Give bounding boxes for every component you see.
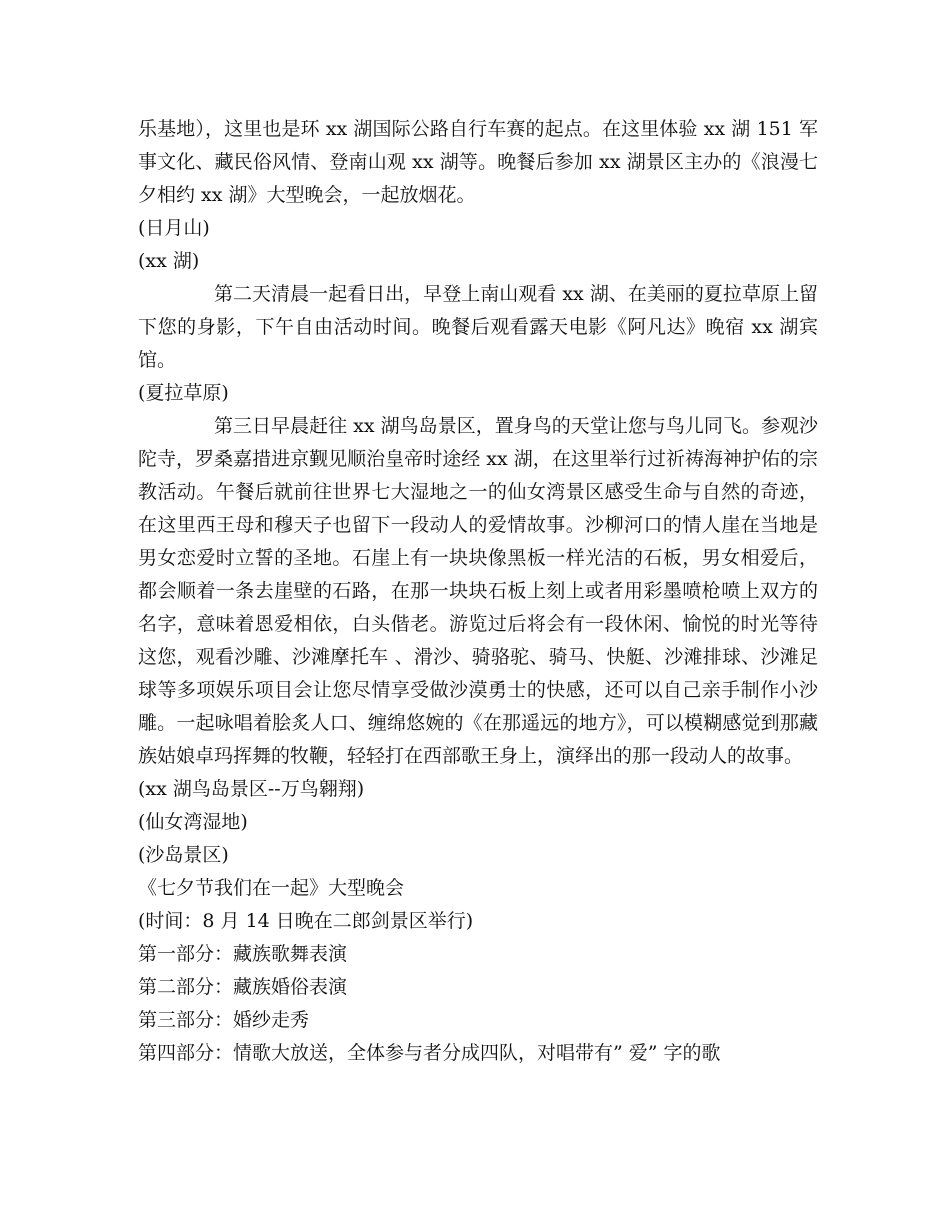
event-time: (时间：8 月 14 日晚在二郎剑景区举行) bbox=[138, 910, 474, 932]
program-part-one: 第一部分：藏族歌舞表演 bbox=[138, 943, 348, 965]
caption-sand-island: (沙岛景区) bbox=[138, 844, 229, 866]
paragraph-day-two: 第二天清晨一起看日出，早登上南山观看 xx 湖、在美丽的夏拉草原上留下您的身影，下午自由活动时间。晚餐后观看露天电影《阿凡达》晚宿 xx 湖宾馆。 bbox=[138, 283, 818, 371]
paragraph-day-three: 第三日早晨赶往 xx 湖鸟岛景区，置身鸟的天堂让您与鸟儿同飞。参观沙陀寺，罗桑嘉措进京觐见顺治皇帝时途经 xx 湖，在这里举行过祈祷海神护佑的宗教活动。午餐后就前往世界七大湿地之一的仙女湾景区感受生命与自然的奇迹，在这里西王母和穆天子也留下一段动人的爱情故事。沙柳河口的情人崖在当地是男女恋爱时立誓的圣地。石崖上有一块块像黑板一样光洁的石板，男女相爱后，都会顺着一条去崖壁的石路，在那一块块石板上刻上或者用彩墨喷枪喷上双方的名字，意味着恩爱相依，白头偕老。游览过后将会有一段休闲、愉悦的时光等待这您，观看沙雕、沙滩摩托车 、滑沙、骑骆驼、骑马、快艇、沙滩排球、沙滩足球等多项娱乐项目会让您尽情享受做沙漠勇士的快感，还可以自己亲手制作小沙雕。一起咏唱着脍炙人口、缠绵悠婉的《在那遥远的地方》，可以模糊感觉到那藏族姑娘卓玛挥舞的牧鞭，轻轻打在西部歌王身上，演绎出的那一段动人的故事。 bbox=[138, 415, 818, 767]
caption-fairy-bay: (仙女湾湿地) bbox=[138, 811, 248, 833]
caption-xx-lake: (xx 湖) bbox=[138, 250, 200, 272]
document-body bbox=[138, 113, 818, 1070]
program-part-four: 第四部分：情歌大放送，全体参与者分成四队，对唱带有” 爱” 字的歌 bbox=[138, 1042, 721, 1064]
caption-xiala-grassland: (夏拉草原) bbox=[138, 382, 229, 404]
program-part-three: 第三部分：婚纱走秀 bbox=[138, 1009, 310, 1031]
caption-bird-island: (xx 湖鸟岛景区--万鸟翱翔) bbox=[138, 778, 365, 800]
caption-riyue-mountain: (日月山) bbox=[138, 217, 210, 239]
paragraph-continued: 乐基地），这里也是环 xx 湖国际公路自行车赛的起点。在这里体验 xx 湖 151 军事文化、藏民俗风情、登南山观 xx 湖等。晚餐后参加 xx 湖景区主办的《浪漫七夕相约 xx 湖》大型晚会，一起放烟花。 bbox=[138, 118, 818, 206]
event-title: 《七夕节我们在一起》大型晚会 bbox=[138, 877, 405, 899]
program-part-two: 第二部分：藏族婚俗表演 bbox=[138, 976, 348, 998]
